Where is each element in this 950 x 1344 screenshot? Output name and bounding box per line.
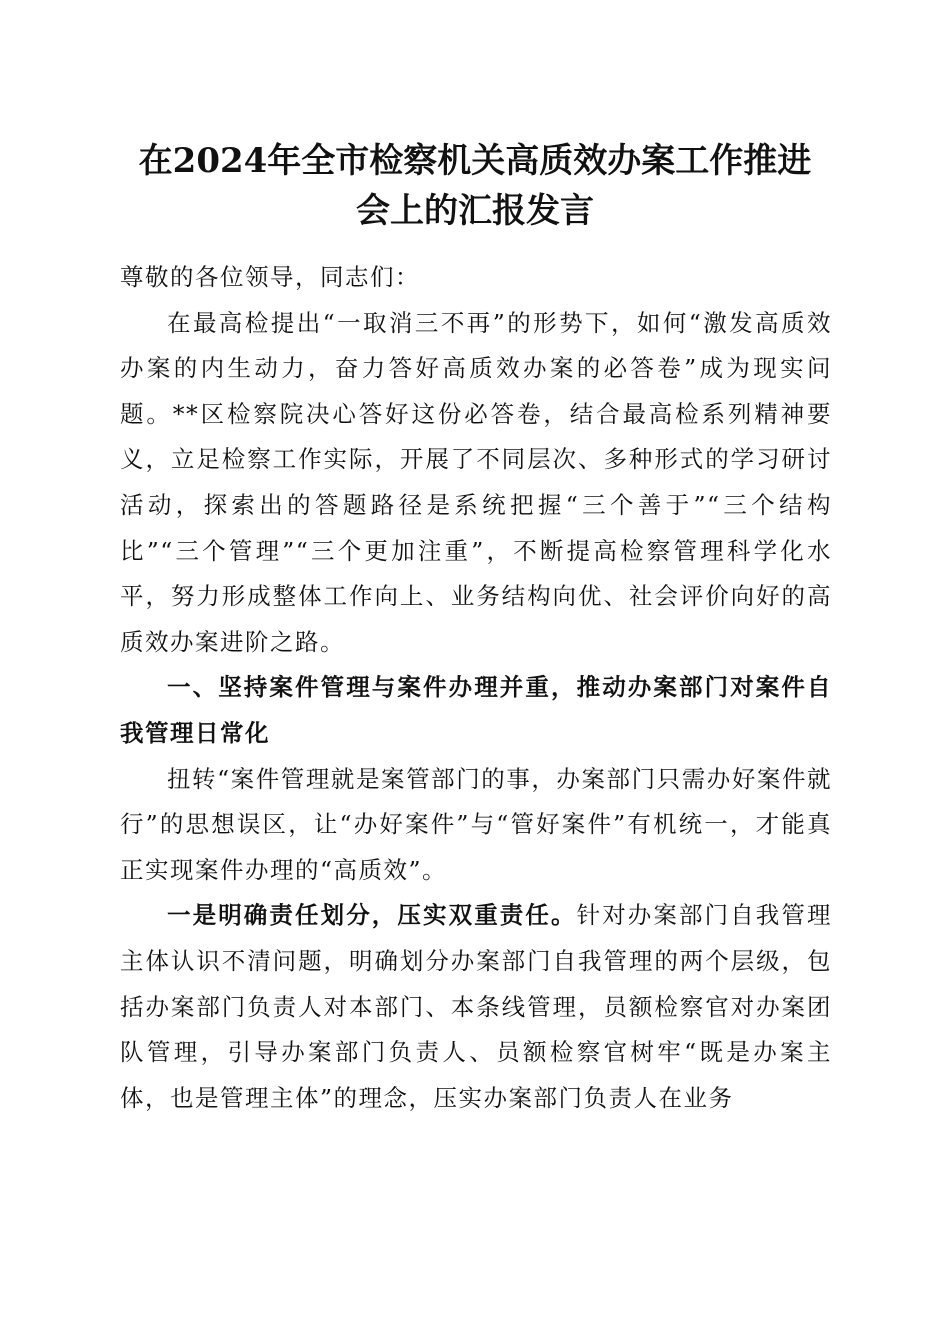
section-1-paragraph: 扭转“案件管理就是案管部门的事，办案部门只需办好案件就行”的思想误区，让“办好案件”与“管好案件”有机统一，才能真正实现案件办理的“高质效”。 — [120, 764, 832, 884]
document-body — [120, 255, 832, 1121]
point-one-paragraph — [120, 893, 832, 1121]
document-title — [100, 136, 850, 236]
point-one-lead: 一是明确责任划分，压实双重责任。 — [167, 901, 577, 930]
point-one-text: 针对办案部门自我管理主体认识不清问题，明确划分办案部门自我管理的两个层级，包括办案部门负责人对本部门、本条线管理，员额检察官对办案团队管理，引导办案部门负责人、员额检察官树牢“既是办案主体，也是管理主体”的理念，压实办案部门负责人在业务 — [120, 901, 833, 1112]
title-line-2: 会上的汇报发言 — [356, 191, 594, 231]
section-heading-1: 一、坚持案件管理与案件办理并重，推动办案部门对案件自我管理日常化 — [120, 673, 832, 747]
salutation: 尊敬的各位领导，同志们： — [120, 263, 420, 291]
title-line-1: 在2024年全市检察机关高质效办案工作推进 — [138, 141, 812, 181]
intro-paragraph: 在最高检提出“一取消三不再”的形势下，如何“激发高质效办案的内生动力，奋力答好高质效办案的必答卷”成为现实问题。**区检察院决心答好这份必答卷，结合最高检系列精神要义，立足检察工作实际，开展了不同层次、多种形式的学习研讨活动，探索出的答题路径是系统把握“三个善于”“三个结构比”“三个管理”“三个更加注重”，不断提高检察管理科学化水平，努力形成整体工作向上、业务结构向优、社会评价向好的高质效办案进阶之路。 — [120, 308, 832, 656]
